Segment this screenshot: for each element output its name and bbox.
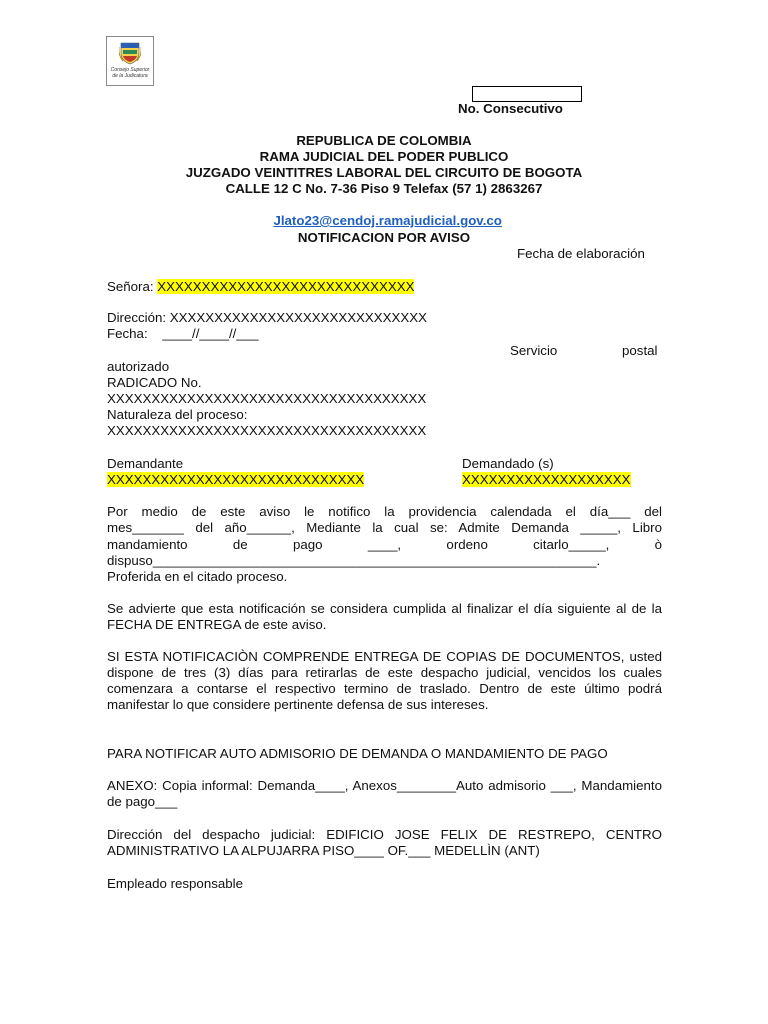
- consecutive-label: No. Consecutivo: [458, 101, 563, 116]
- annex-paragraph: ANEXO: Copia informal: Demanda____, Anexos________Auto admisorio ___, Mandamiento de pago___: [107, 778, 662, 809]
- header-branch: RAMA JUDICIAL DEL PODER PUBLICO: [259, 149, 509, 164]
- plaintiff-label: Demandante: [107, 456, 184, 471]
- recipient-value[interactable]: XXXXXXXXXXXXXXXXXXXXXXXXXXXXX: [157, 279, 415, 294]
- notice-line-2: mes_______ del año______, Mediante la cual se: Admite Demanda _____, Libro: [107, 520, 662, 535]
- notice-line-4: dispuso____________________________________________________________.: [107, 553, 601, 568]
- recipient-label: Señora:: [107, 279, 158, 294]
- header-email-link[interactable]: Jlato23@cendoj.ramajudicial.gov.co: [273, 213, 502, 228]
- header-email-row: [0, 197, 768, 229]
- defendant-label: Demandado (s): [462, 456, 554, 471]
- admission-paragraph: PARA NOTIFICAR AUTO ADMISORIO DE DEMANDA O MANDAMIENTO DE PAGO: [107, 746, 608, 761]
- header-country: REPUBLICA DE COLOMBIA: [296, 133, 472, 148]
- process-nature-value[interactable]: XXXXXXXXXXXXXXXXXXXXXXXXXXXXXXXXXXXX: [107, 423, 427, 438]
- defendant-value[interactable]: XXXXXXXXXXXXXXXXXXX: [462, 472, 631, 487]
- postal-service-word2: postal: [622, 343, 658, 358]
- elaboration-date-label: Fecha de elaboración: [517, 246, 645, 261]
- document-title: NOTIFICACION POR AVISO: [297, 230, 471, 245]
- fulfillment-paragraph: Se advierte que esta notificación se considera cumplida al finalizar el día siguiente al de la FECHA DE ENTREGA de este aviso.: [107, 601, 662, 632]
- header-address: CALLE 12 C No. 7-36 Piso 9 Telefax (57 1) 2863267: [225, 181, 543, 196]
- process-nature-label: Naturaleza del proceso:: [107, 407, 248, 422]
- recipient-row: [107, 279, 414, 295]
- address-field[interactable]: Dirección: XXXXXXXXXXXXXXXXXXXXXXXXXXXXX: [107, 310, 428, 325]
- copies-paragraph: SI ESTA NOTIFICACIÒN COMPRENDE ENTREGA DE COPIAS DE DOCUMENTOS, usted dispone de tres (3) días para retirarlas de este despacho judicial, vencidos los cuales comenzara a contarse el respectivo termino de traslado. Dentro de este último podrá manifestar lo que considere pertinente defensa de sus intereses.: [107, 649, 662, 712]
- notice-line-5: Proferida en el citado proceso.: [107, 569, 288, 584]
- case-number-value[interactable]: XXXXXXXXXXXXXXXXXXXXXXXXXXXXXXXXXXXX: [107, 391, 427, 406]
- case-number-label: RADICADO No.: [107, 375, 202, 390]
- notice-line-1: Por medio de este aviso le notifico la providencia calendada el día___ del: [107, 504, 662, 519]
- court-address-paragraph: Dirección del despacho judicial: EDIFICIO JOSE FELIX DE RESTREPO, CENTRO ADMINISTRATIVO LA ALPUJARRA PISO____ OF.___ MEDELLÌN (ANT): [107, 827, 662, 858]
- plaintiff-value-row: [107, 472, 364, 488]
- defendant-value-row: [462, 472, 631, 488]
- postal-service-word3: autorizado: [107, 359, 170, 374]
- date-field[interactable]: Fecha: ____//____//___: [107, 326, 259, 341]
- postal-service-word1: Servicio: [510, 343, 558, 358]
- coat-of-arms-icon: [119, 41, 141, 65]
- header-court: JUZGADO VEINTITRES LABORAL DEL CIRCUITO DE BOGOTA: [185, 165, 583, 180]
- logo-caption: Consejo Superior de la Judicatura: [110, 67, 150, 79]
- judiciary-logo: [106, 36, 154, 86]
- plaintiff-value[interactable]: XXXXXXXXXXXXXXXXXXXXXXXXXXXXX: [107, 472, 365, 487]
- notice-line-3: mandamiento de pago ____, ordeno citarlo_____, ò: [107, 537, 662, 552]
- consecutive-number-box[interactable]: [472, 86, 582, 102]
- responsible-employee-label: Empleado responsable: [107, 876, 244, 891]
